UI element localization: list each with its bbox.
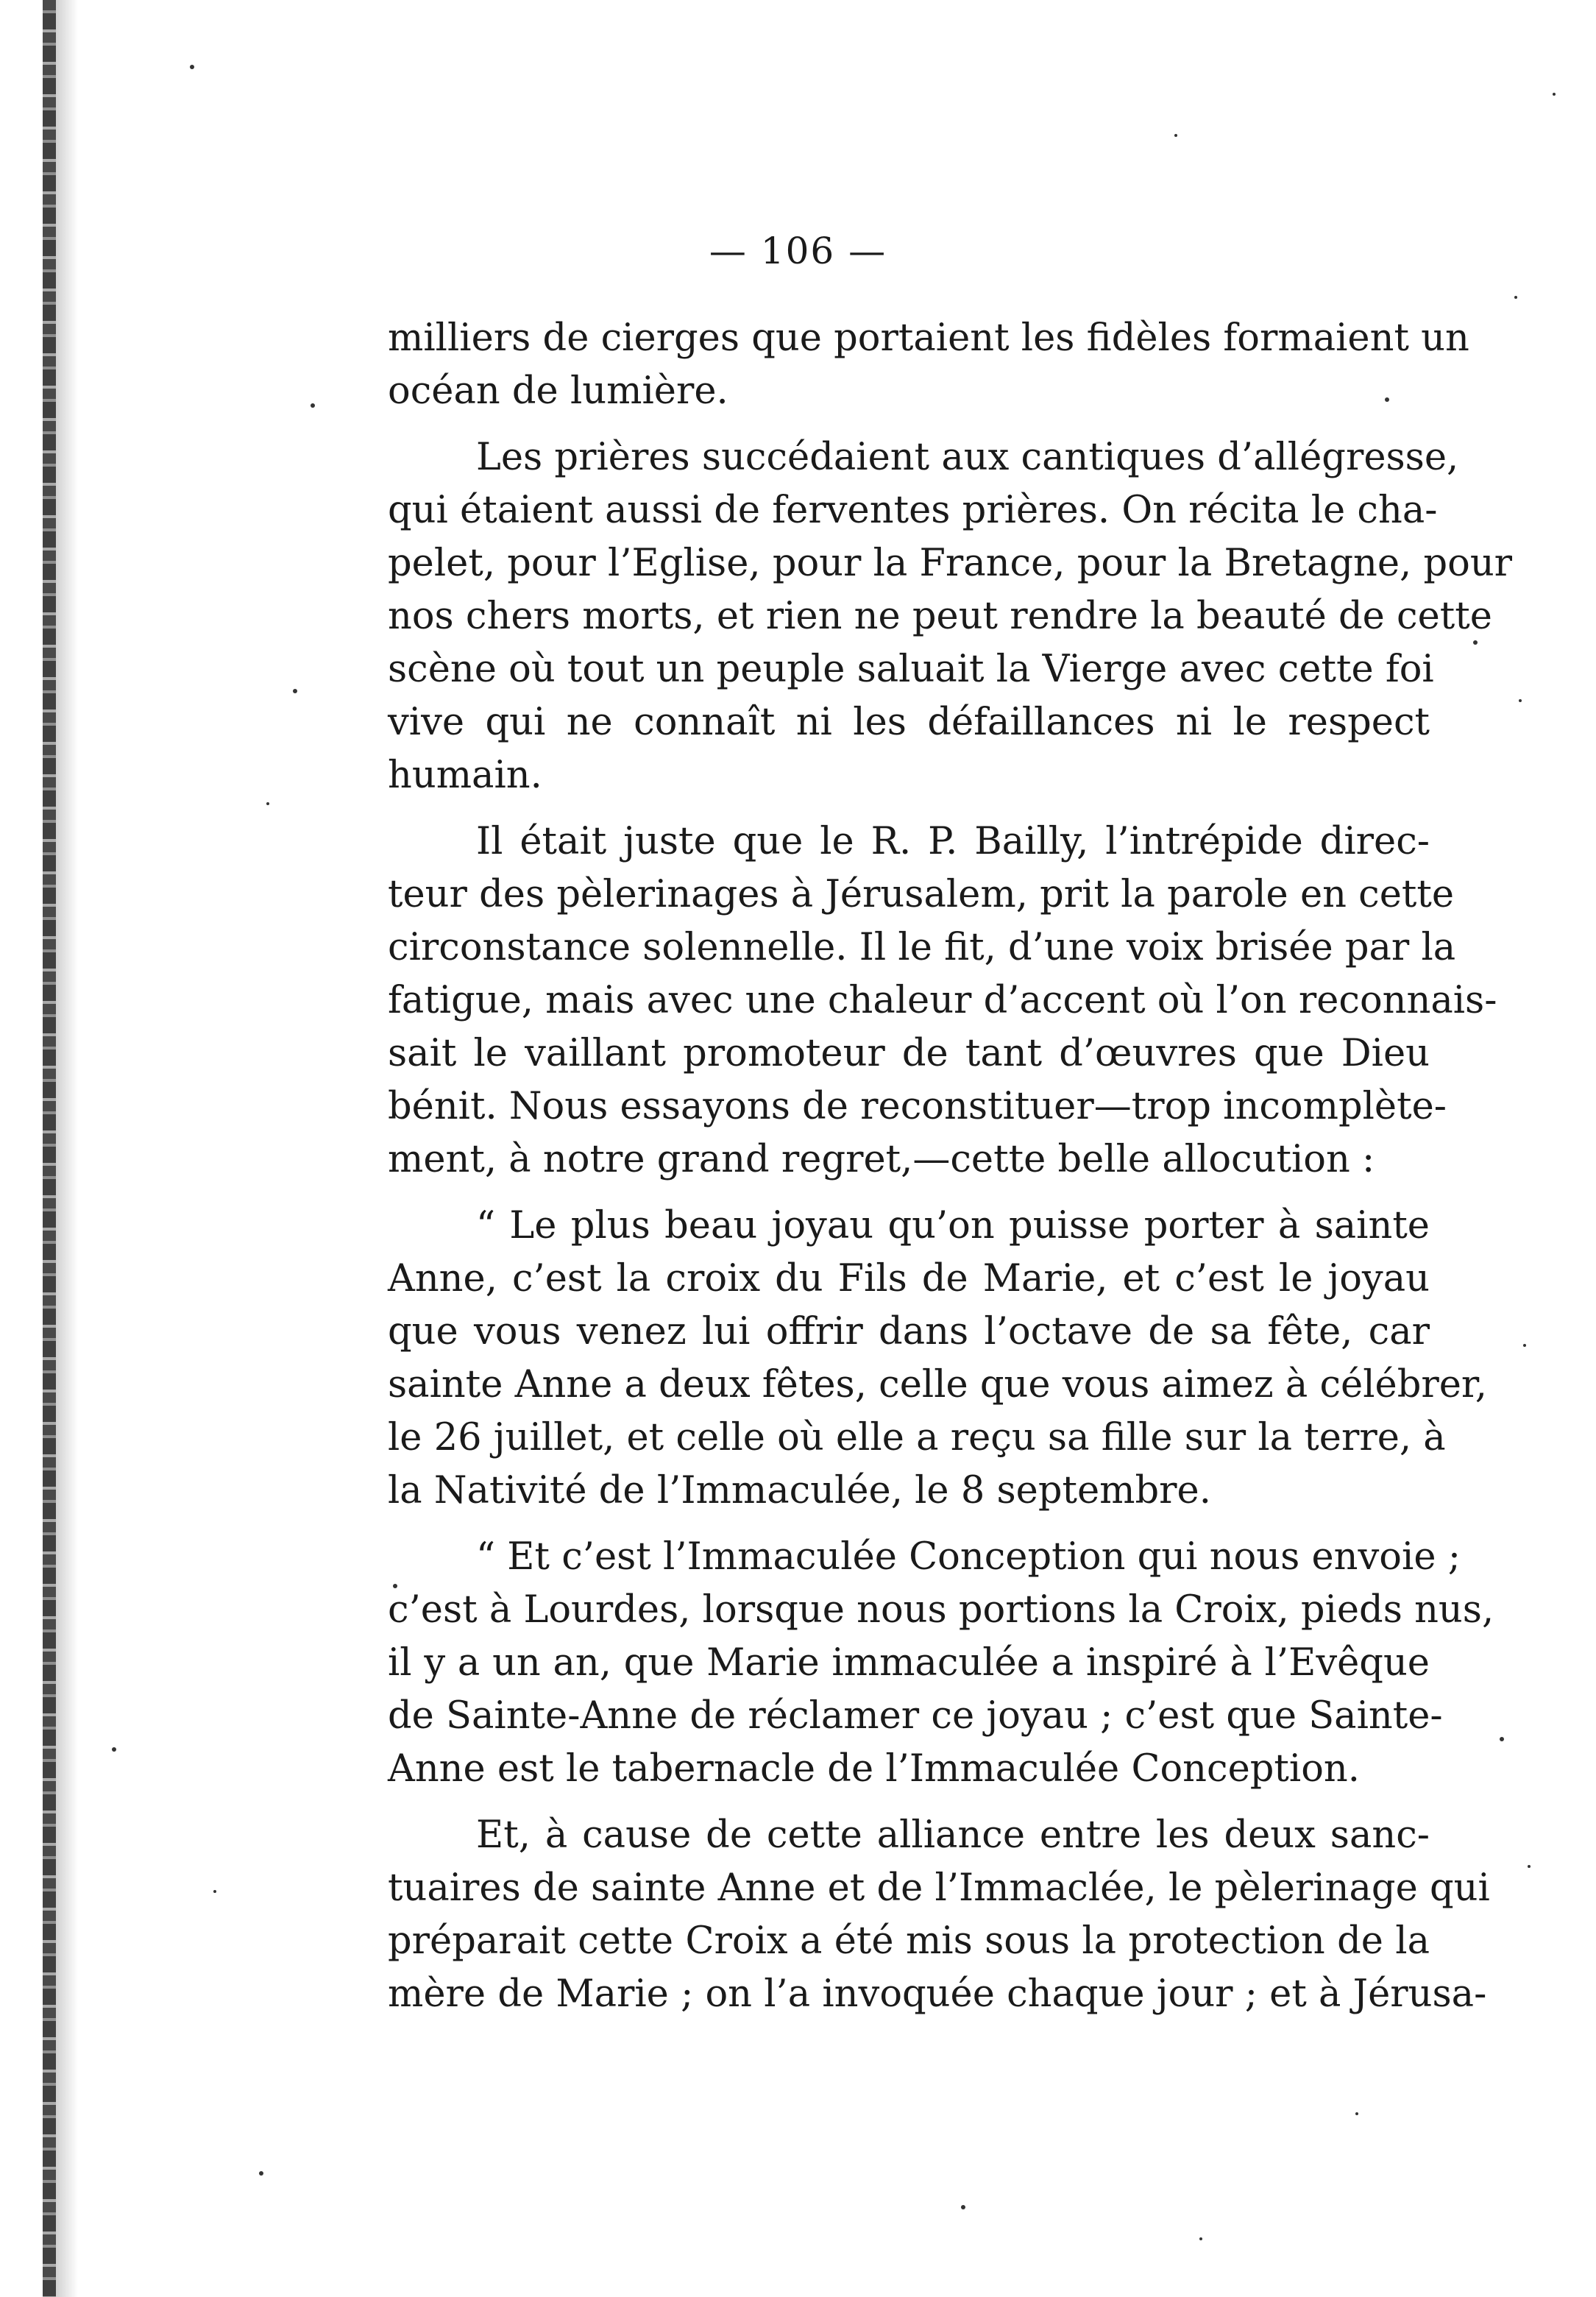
text-line: “ Le plus beau joyau qu’on puisse porter à sainte (476, 1204, 1430, 1247)
scan-speck (1514, 296, 1517, 299)
text-line: Les prières succédaient aux cantiques d’allégresse, (476, 436, 1459, 479)
text-line: fatigue, mais avec une chaleur d’accent où l’on reconnais- (388, 979, 1497, 1022)
scan-speck (1553, 93, 1556, 96)
scan-speck (1174, 134, 1177, 137)
text-line: humain. (388, 754, 542, 797)
text-line: Et, à cause de cette alliance entre les deux sanc- (476, 1813, 1430, 1857)
scan-speck (1528, 1865, 1531, 1868)
scan-speck (293, 689, 297, 693)
text-line: teur des pèlerinages à Jérusalem, prit la parole en cette (388, 873, 1455, 916)
scan-speck (1473, 640, 1478, 645)
text-line: Il était juste que le R. P. Bailly, l’intrépide direc- (476, 820, 1430, 863)
paragraph (388, 1531, 1494, 1796)
binding-edge (43, 0, 56, 2297)
scan-speck (1523, 1344, 1526, 1347)
scan-speck (266, 802, 269, 805)
binding-shadow (56, 0, 78, 2297)
text-line: la Nativité de l’Immaculée, le 8 septembre. (388, 1469, 1211, 1512)
text-line: océan de lumière. (388, 369, 728, 413)
scan-speck (961, 2205, 965, 2209)
scan-speck (213, 1890, 216, 1893)
text-line: circonstance solennelle. Il le fit, d’une voix brisée par la (388, 926, 1456, 969)
text-line: sainte Anne a deux fêtes, celle que vous aimez à célébrer, (388, 1363, 1487, 1406)
text-line: “ Et c’est l’Immaculée Conception qui nous envoie ; (476, 1535, 1461, 1579)
text-line: qui étaient aussi de ferventes prières. On récita le cha- (388, 489, 1438, 532)
text-line: nos chers morts, et rien ne peut rendre la beauté de cette (388, 595, 1492, 638)
body-text (388, 312, 1513, 2034)
paragraph (388, 1200, 1487, 1518)
text-line: Anne est le tabernacle de l’Immaculée Conception. (388, 1747, 1360, 1791)
text-line: il y a un an, que Marie immaculée a inspiré à l’Evêque (388, 1641, 1430, 1685)
scan-speck (1355, 2112, 1358, 2115)
text-line: ment, à notre grand regret,—cette belle allocution : (388, 1138, 1375, 1181)
text-line: vive qui ne connaît ni les défaillances ni le respect (388, 701, 1430, 744)
text-line: le 26 juillet, et celle où elle a reçu sa fille sur la terre, à (388, 1416, 1446, 1459)
paragraph (388, 431, 1513, 802)
paragraph (388, 815, 1497, 1186)
paragraph (388, 312, 1469, 418)
scan-speck (1500, 1737, 1504, 1741)
scan-speck (259, 2171, 263, 2176)
scan-speck (311, 403, 315, 408)
text-line: sait le vaillant promoteur de tant d’œuvres que Dieu (388, 1032, 1430, 1075)
text-line: c’est à Lourdes, lorsque nous portions la Croix, pieds nus, (388, 1588, 1494, 1632)
paragraph (388, 1809, 1490, 2021)
text-line: Anne, c’est la croix du Fils de Marie, et c’est le joyau (388, 1257, 1430, 1300)
text-line: scène où tout un peuple saluait la Vierge avec cette foi (388, 648, 1434, 691)
scan-speck (1199, 2237, 1202, 2240)
text-line: mère de Marie ; on l’a invoquée chaque jour ; et à Jérusa- (388, 1972, 1487, 2016)
text-line: que vous venez lui offrir dans l’octave de sa fête, car (388, 1310, 1430, 1353)
text-line: de Sainte-Anne de réclamer ce joyau ; c’est que Sainte- (388, 1694, 1443, 1738)
text-line: tuaires de sainte Anne et de l’Immaclée, le pèlerinage qui (388, 1866, 1490, 1910)
text-line: pelet, pour l’Eglise, pour la France, pour la Bretagne, pour (388, 542, 1513, 585)
page-number: — 106 — (709, 230, 887, 272)
text-line: préparait cette Croix a été mis sous la protection de la (388, 1919, 1430, 1963)
text-line: milliers de cierges que portaient les fidèles formaient un (388, 316, 1469, 360)
text-line: bénit. Nous essayons de reconstituer—trop incomplète- (388, 1085, 1447, 1128)
scan-speck (1519, 699, 1522, 702)
scan-speck (190, 65, 194, 69)
scan-speck (112, 1747, 116, 1752)
